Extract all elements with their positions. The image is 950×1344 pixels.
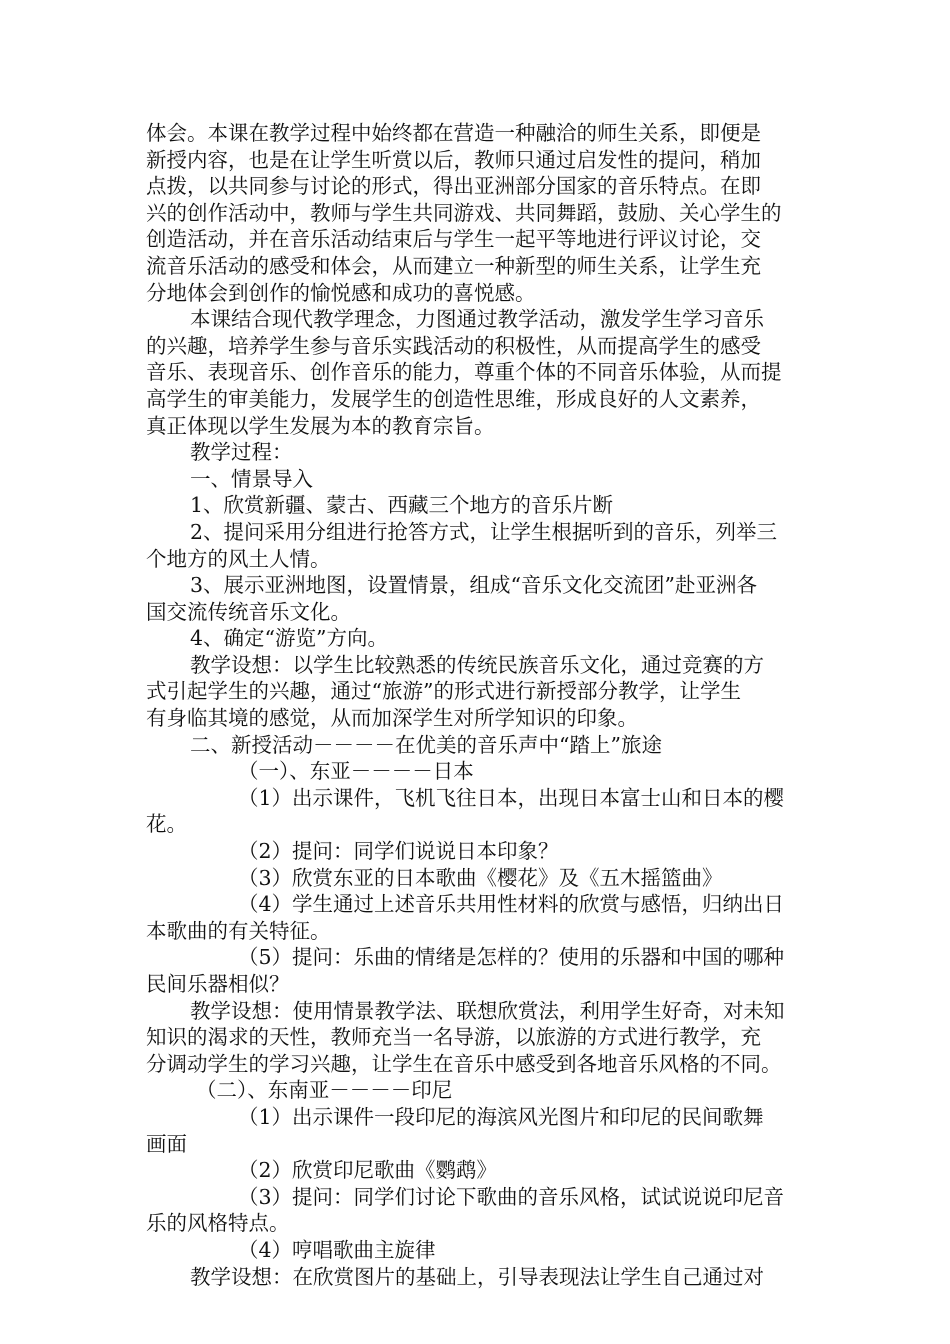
text-line: （3）欣赏东亚的日本歌曲《樱花》及《五木摇篮曲》 [238,865,723,890]
text-line: 教学过程： [190,440,293,465]
text-line: 体会。本课在教学过程中始终都在营造一种融洽的师生关系，即便是 [146,121,761,145]
text-line: 乐的风格特点。 [146,1211,290,1236]
text-line: 二、新授活动－－－－在优美的音乐声中“踏上”旅途 [190,732,662,757]
text-line: 分地体会到创作的愉悦感和成功的喜悦感。 [146,280,536,305]
text-line: 本课结合现代教学理念，力图通过教学活动，激发学生学习音乐 [190,307,764,332]
text-line: （2）提问：同学们说说日本印象？ [238,839,559,864]
text-line: （4）哼唱歌曲主旋律 [238,1237,436,1262]
text-line: 教学设想：在欣赏图片的基础上，引导表现法让学生自己通过对 [190,1264,764,1289]
text-line: 一、情景导入 [190,466,313,491]
text-line: （3）提问：同学们讨论下歌曲的音乐风格，试试说说印尼音 [238,1184,785,1209]
text-line: （二）、东南亚－－－－印尼 [196,1078,453,1103]
text-line: 1、欣赏新疆、蒙古、西藏三个地方的音乐片断 [190,493,614,518]
text-line: 有身临其境的感觉，从而加深学生对所学知识的印象。 [146,706,638,731]
text-line: 画面 [146,1131,187,1156]
text-line: 点拨，以共同参与讨论的形式，得出亚洲部分国家的音乐特点。在即 [146,174,761,199]
text-line: 分调动学生的学习兴趣，让学生在音乐中感受到各地音乐风格的不同。 [146,1051,782,1076]
text-line: （1）出示课件，飞机飞往日本，出现日本富士山和日本的樱 [238,785,785,810]
text-line: 真正体现以学生发展为本的教育宗旨。 [146,413,495,438]
text-line: （2）欣赏印尼歌曲《鹦鹉》 [238,1158,498,1183]
text-line: （4）学生通过上述音乐共用性材料的欣赏与感悟，归纳出日 [238,892,785,917]
text-line: 音乐、表现音乐、创作音乐的能力，尊重个体的不同音乐体验，从而提 [146,360,782,385]
text-line: 国交流传统音乐文化。 [146,599,351,624]
text-line: 创造活动，并在音乐活动结束后与学生一起平等地进行评议讨论，交 [146,227,761,252]
text-line: 流音乐活动的感受和体会，从而建立一种新型的师生关系，让学生充 [146,253,761,278]
text-line: 教学设想：以学生比较熟悉的传统民族音乐文化，通过竞赛的方 [190,652,764,677]
text-line: 教学设想：使用情景教学法、联想欣赏法，利用学生好奇，对未知 [190,998,785,1023]
text-line: 式引起学生的兴趣，通过“旅游”的形式进行新授部分教学，让学生 [146,679,741,704]
text-line: 知识的渴求的天性，教师充当一名导游，以旅游的方式进行教学，充 [146,1025,761,1050]
text-line: 新授内容，也是在让学生听赏以后，教师只通过启发性的提问，稍加 [146,147,761,172]
text-line: （1）出示课件一段印尼的海滨风光图片和印尼的民间歌舞 [238,1104,764,1129]
text-line: （一）、东亚－－－－日本 [238,759,474,784]
text-line: 3、展示亚洲地图，设置情景，组成“音乐文化交流团”赴亚洲各 [190,573,758,598]
text-line: 花。 [146,812,187,837]
text-line: 个地方的风土人情。 [146,546,331,571]
text-line: 2、提问采用分组进行抢答方式，让学生根据听到的音乐，列举三 [190,519,778,544]
text-line: 兴的创作活动中，教师与学生共同游戏、共同舞蹈，鼓励、关心学生的 [146,200,782,225]
text-line: 高学生的审美能力，发展学生的创造性思维，形成良好的人文素养， [146,386,761,411]
text-line: 民间乐器相似？ [146,972,290,996]
body-text [146,120,806,1290]
text-line: （5）提问：乐曲的情绪是怎样的？使用的乐器和中国的哪种 [238,945,785,970]
text-line: 的兴趣，培养学生参与音乐实践活动的积极性，从而提高学生的感受 [146,333,761,358]
text-line: 本歌曲的有关特征。 [146,918,331,943]
text-line: 4、确定“游览”方向。 [190,626,389,651]
